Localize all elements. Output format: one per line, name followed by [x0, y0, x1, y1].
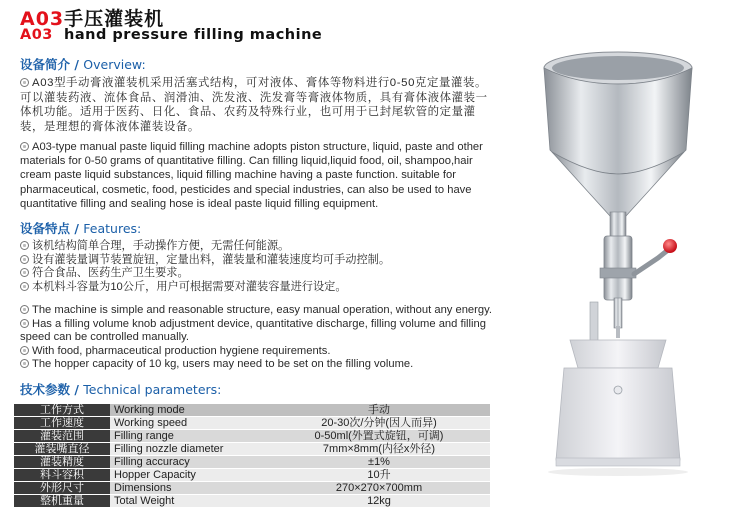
list-item: [20, 304, 500, 318]
feature-cn-2: 设有灌装量调节装置旋钮，定量出料，灌装量和灌装速度均可手动控制。: [32, 253, 391, 266]
handle-knob-icon: [663, 239, 677, 253]
table-row: [14, 443, 490, 456]
overview-text-cn: A03型手动膏液灌装机采用活塞式结构，可对液体、膏体等物料进行0-50克定量灌装。可以灌装药液、流体食品、润滑油、洗发液、洗发膏等膏液体物质，具有膏体液体灌装一体机功能。适用于医药、日化、食品、农药及特殊行业，也可用于已封尾软管的定量灌装，是理想的膏体液体灌装设备。: [20, 77, 488, 133]
spec-name-en: Dimensions: [110, 482, 268, 495]
features-heading-en: Features:: [83, 221, 142, 236]
bullet-icon: [20, 78, 29, 87]
overview-heading-en: Overview:: [83, 57, 146, 72]
spec-table: [14, 404, 490, 508]
features-list-en: [20, 304, 500, 372]
table-row: [14, 482, 490, 495]
spec-value: 手动: [268, 404, 490, 417]
table-row: [14, 404, 490, 417]
spec-value: 20-30次/分钟(因人而异): [268, 417, 490, 430]
overview-heading-cn: 设备简介 /: [20, 57, 84, 72]
spec-name-en: Total Weight: [110, 495, 268, 508]
overview-paragraph-cn: [20, 76, 490, 134]
list-item: [20, 345, 500, 359]
bullet-icon: [20, 255, 29, 264]
feature-cn-1: 该机结构简单合理，手动操作方便，无需任何能源。: [32, 240, 290, 252]
overview-text-en: A03-type manual paste liquid filling machine adopts piston structure, liquid, paste and other materials for 0-50 grams of quantitative filling. Can filling liquid,liquid food, oil, shampoo,hair cream paste liquid substances, liquid filling machine having a paste function. suitable for pharmaceutical, cosmetic, food, pesticides and special industries, can also be used to have quantitative filling and sealing hose is ideal paste liquid filling equipment.: [20, 141, 483, 210]
bullet-icon: [20, 142, 29, 151]
feature-en-2: Has a filling volume knob adjustment device, quantitative discharge, filling volume and filling speed can be controlled manually.: [20, 317, 486, 344]
bullet-icon: [20, 346, 29, 355]
features-list-cn: [20, 240, 500, 294]
spec-value: 270×270×700mm: [268, 482, 490, 495]
spec-value: 10升: [268, 469, 490, 482]
spec-value: 7mm×8mm(内径x外径): [268, 443, 490, 456]
spec-name-en: Working mode: [110, 404, 268, 417]
list-item: [20, 358, 500, 372]
spec-name-cn: 工作速度: [14, 417, 110, 430]
feature-en-3: With food, pharmaceutical production hygiene requirements.: [32, 344, 331, 357]
feature-cn-3: 符合食品、医药生产卫生要求。: [32, 267, 189, 280]
title-en-code: A03: [20, 27, 53, 43]
spec-name-en: Hopper Capacity: [110, 469, 268, 482]
feature-en-1: The machine is simple and reasonable structure, easy manual operation, without any energy.: [32, 304, 492, 316]
spec-name-cn: 整机重量: [14, 495, 110, 508]
title-code: A03: [20, 8, 65, 30]
filling-machine-photo: [530, 40, 730, 520]
spec-name-cn: 工作方式: [14, 404, 110, 417]
spec-name-en: Filling range: [110, 430, 268, 443]
overview-paragraph-en: [20, 140, 490, 211]
spec-name-cn: 灌装嘴直径: [14, 443, 110, 456]
table-row: [14, 469, 490, 482]
feature-en-4: The hopper capacity of 10 kg, users may need to be set on the filling volume.: [32, 358, 414, 371]
spec-name-en: Filling accuracy: [110, 456, 268, 469]
list-item: [20, 281, 500, 295]
list-item: [20, 267, 500, 281]
technical-heading-en: Technical parameters:: [83, 382, 222, 397]
overview-heading: [20, 55, 146, 73]
spec-name-en: Filling nozzle diameter: [110, 443, 268, 456]
spec-name-cn: 灌装精度: [14, 456, 110, 469]
list-item: [20, 318, 500, 345]
spec-name-cn: 灌装范围: [14, 430, 110, 443]
spec-name-en: Working speed: [110, 417, 268, 430]
table-row: [14, 430, 490, 443]
technical-heading: [20, 380, 221, 398]
bullet-icon: [20, 268, 29, 277]
list-item: [20, 254, 500, 268]
bullet-icon: [20, 305, 29, 314]
spec-value: 12kg: [268, 495, 490, 508]
spec-value: 0-50ml(外置式旋钮，可调): [268, 430, 490, 443]
bullet-icon: [20, 282, 29, 291]
title-cn-text: 手压灌装机: [64, 8, 165, 30]
title-en-text: hand pressure filling machine: [64, 27, 323, 43]
bullet-icon: [20, 319, 29, 328]
title-en: [20, 27, 322, 43]
table-row: [14, 417, 490, 430]
spec-name-cn: 料斗容积: [14, 469, 110, 482]
technical-heading-cn: 技术参数 /: [20, 382, 84, 397]
list-item: [20, 240, 500, 254]
bullet-icon: [20, 359, 29, 368]
spec-value: ±1%: [268, 456, 490, 469]
bullet-icon: [20, 241, 29, 250]
table-row: [14, 456, 490, 469]
features-heading: [20, 219, 141, 237]
spec-name-cn: 外形尺寸: [14, 482, 110, 495]
table-row: [14, 495, 490, 508]
feature-cn-4: 本机料斗容量为10公斤，用户可根据需要对灌装容量进行设定。: [32, 280, 347, 293]
features-heading-cn: 设备特点 /: [20, 221, 84, 236]
